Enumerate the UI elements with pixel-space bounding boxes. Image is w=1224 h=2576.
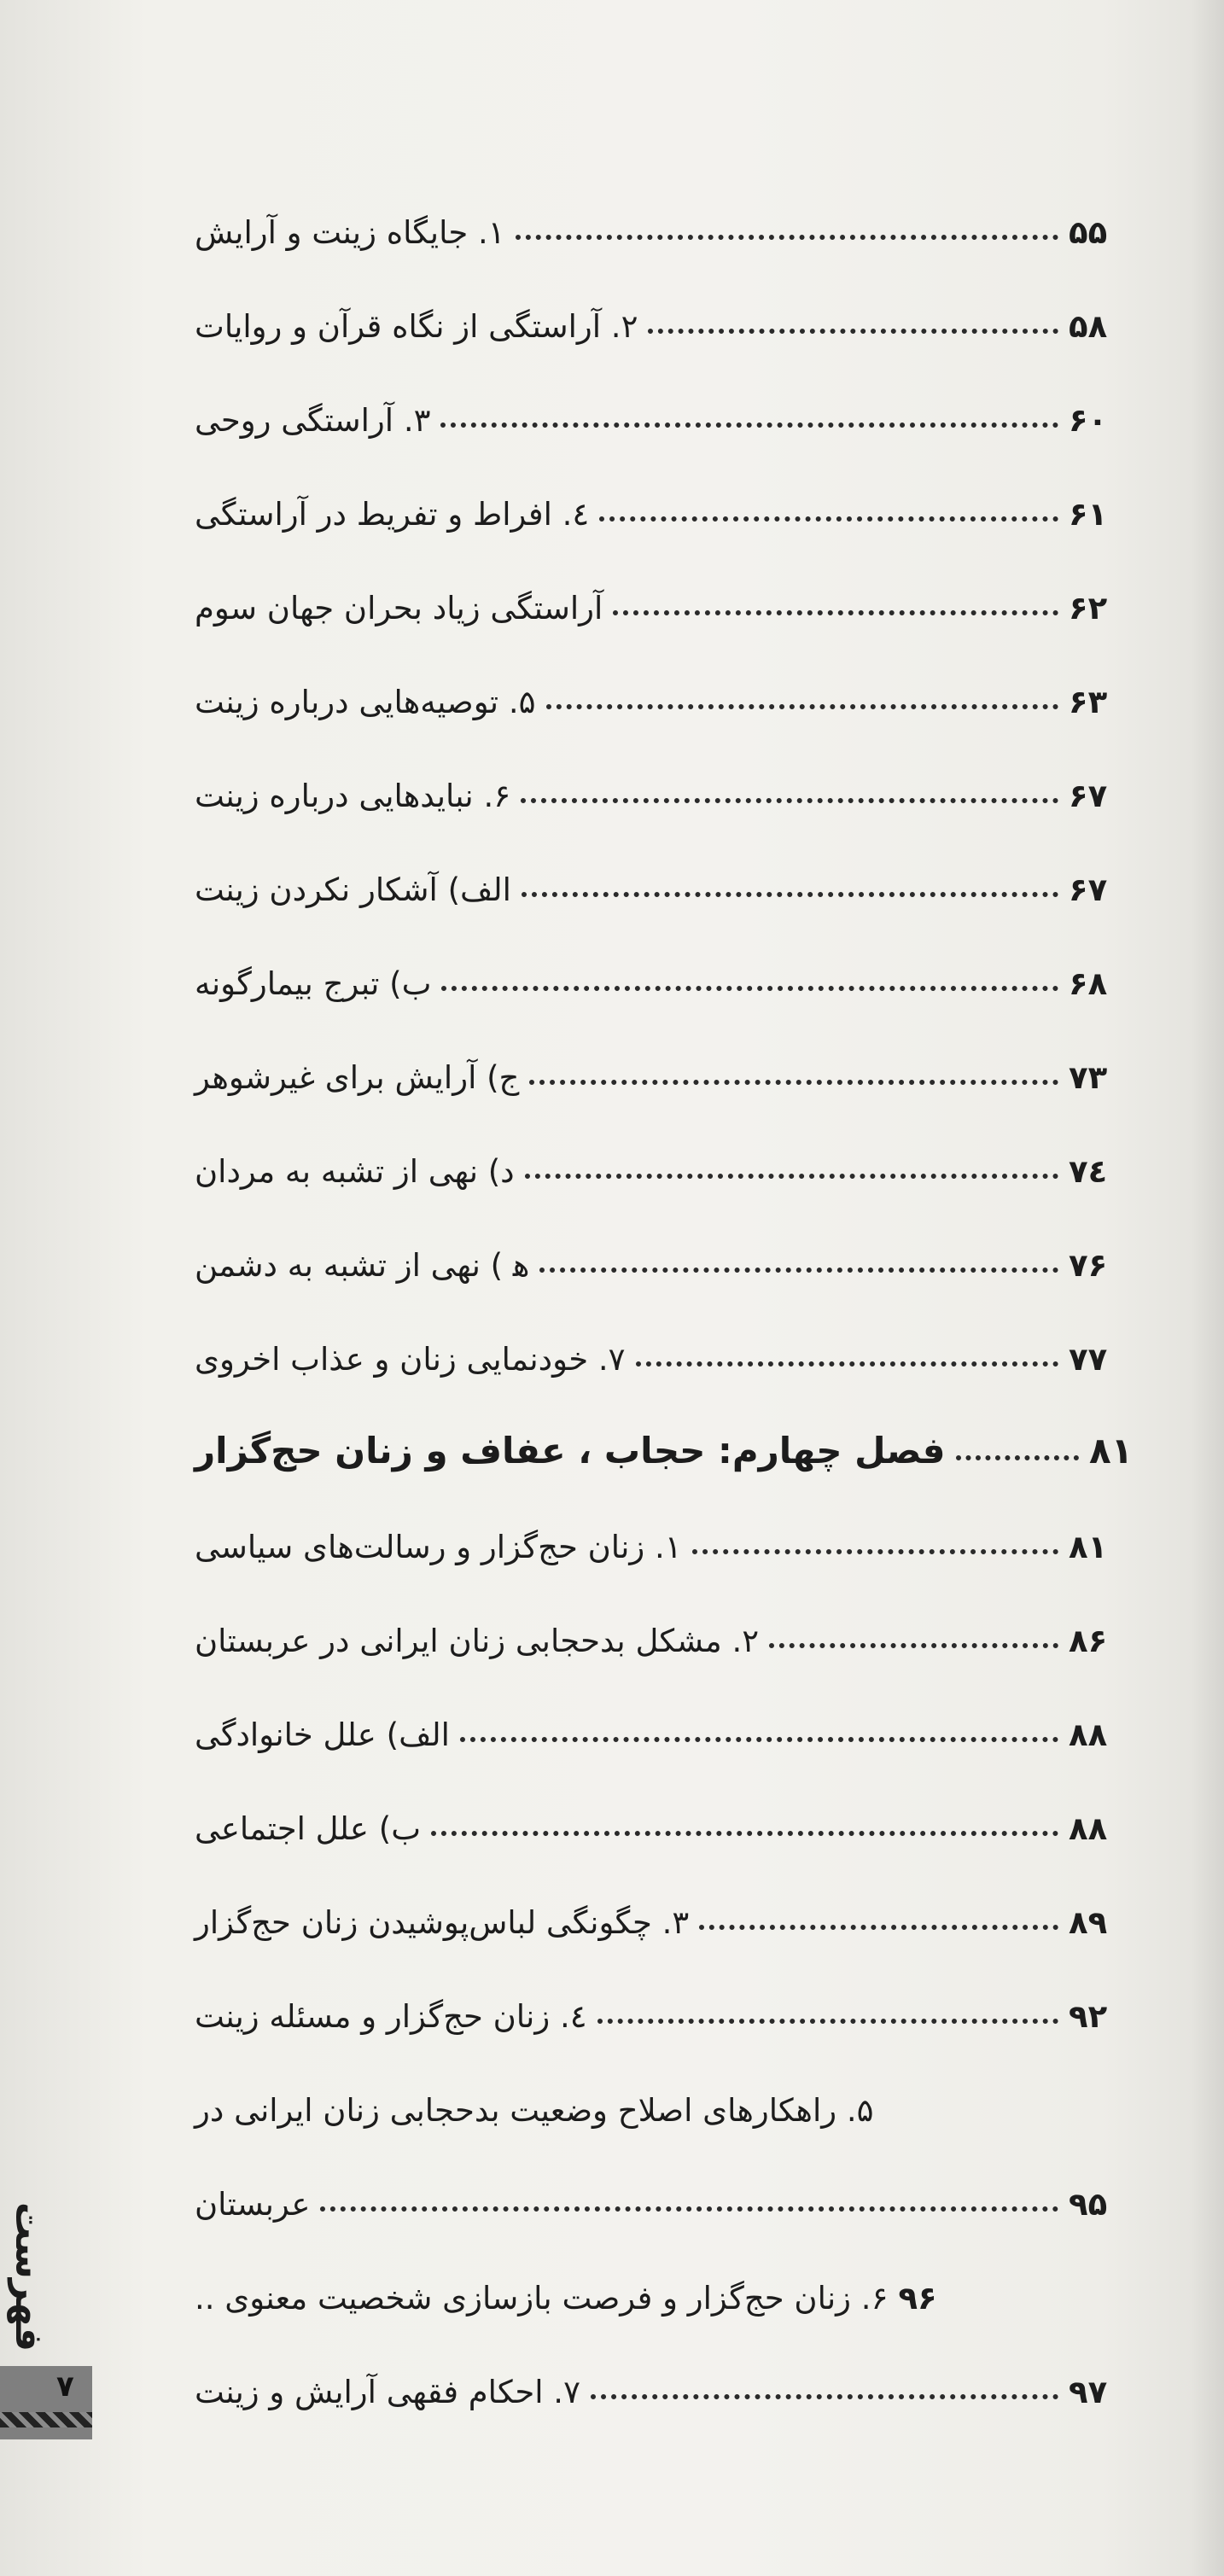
toc-entry-title: ۲. مشکل بدحجابی زنان ایرانی در عربستان [195,1623,760,1659]
toc-entry-title: ۳. چگونگی لباس‌پوشیدن زنان حج‌گزار [195,1904,690,1941]
page-number-tab [0,2366,92,2439]
toc-entry [195,1694,1113,1754]
dot-leader [440,423,1058,428]
toc-entry [195,661,1113,721]
toc-entry [195,2352,1113,2411]
toc-entry [195,755,1113,815]
toc-entry-title: ۷. خودنمایی زنان و عذاب اخروی [195,1341,626,1378]
dot-leader [529,1080,1058,1085]
toc-entry [195,1037,1113,1097]
toc-entry [195,2258,1113,2317]
dot-leader [597,2019,1058,2024]
toc-entry-title: ۵. راهکارهای اصلاح وضعیت بدحجابی زنان ایرانی در [195,2092,874,2129]
toc-entry-title: الف) علل خانوادگی [195,1716,450,1753]
dot-leader [539,1268,1058,1273]
toc-entry-title: ب) تبرج بیمارگونه [195,965,432,1002]
toc-entry-page: ۵۸ [1069,308,1108,345]
toc-entry-page: ۷۷ [1069,1341,1108,1378]
toc-entry [195,1882,1113,1942]
toc-entry-title: ۶. نبایدهایی درباره زینت [195,778,511,814]
toc-entry-page: ۹۷ [1069,2374,1108,2410]
toc-entry [195,849,1113,909]
toc-entry-title: ۶. زنان حج‌گزار و فرصت بازسازی شخصیت معنوی .. [195,2280,889,2317]
toc-entry-continuation [195,2164,1113,2223]
toc-entry-page: ۹۵ [1069,2186,1108,2223]
toc-entry [195,1319,1113,1378]
toc-entry [195,1976,1113,2036]
toc-entry-page: ۷۳ [1069,1059,1108,1096]
dot-leader [546,704,1058,709]
chapter-page: ۸۱ [1089,1430,1134,1472]
dot-leader [521,798,1058,803]
toc-entry [195,1225,1113,1285]
toc-entry [195,1507,1113,1566]
toc-entry [195,286,1113,346]
toc-entry [195,1788,1113,1848]
toc-entry-title: د) نهی از تشبه به مردان [195,1153,515,1190]
dot-leader [956,1455,1079,1460]
toc-entry-page: ۹۶ [898,2280,937,2317]
dot-leader [525,1174,1058,1179]
dot-leader [769,1643,1058,1648]
toc-entry-page: ۹۲ [1069,1998,1108,2035]
dot-leader [648,329,1058,334]
toc-entry-page: ۸۶ [1069,1623,1108,1659]
dot-leader [431,1831,1058,1836]
dot-leader [636,1361,1059,1367]
toc-entry-title: ٤. زنان حج‌گزار و مسئله زینت [195,1998,587,2035]
toc-entry-page: ۶۱ [1069,496,1108,533]
toc-entry [195,380,1113,440]
toc-entry-page: ۷٤ [1069,1153,1108,1190]
dot-leader [699,1925,1058,1930]
toc-entry-page: ۶۳ [1069,684,1108,720]
toc-entry [195,192,1113,252]
toc-entry-page: ۶۸ [1069,965,1108,1002]
toc-entry-page: ۶۷ [1069,778,1108,814]
toc-entry [195,1600,1113,1660]
toc-entry-title: عربستان [195,2186,311,2223]
toc-entry-title: ۱. جایگاه زینت و آرایش [195,214,505,251]
dot-leader [320,2206,1058,2212]
toc-entry-page: ۵۵ [1069,214,1108,251]
dot-leader [441,986,1058,991]
toc-entry-title: آراستگی زیاد بحران جهان سوم [195,590,603,627]
toc-entry-page: ۶۲ [1069,590,1108,627]
toc-entry [195,474,1113,533]
dot-leader [591,2394,1058,2399]
toc-entry-title: ۲. آراستگی از نگاه قرآن و روایات [195,308,638,345]
toc-entry-title: ٤. افراط و تفریط در آراستگی [195,496,590,533]
dot-leader [460,1737,1058,1742]
toc-entry [195,1131,1113,1191]
toc-entry [195,568,1113,627]
chapter-title: فصل چهارم: حجاب ، عفاف و زنان حج‌گزار [195,1430,946,1472]
toc-entry-page: ۸۸ [1069,1716,1108,1753]
toc-entry [195,2070,1113,2130]
tab-stripe-decoration [0,2412,92,2427]
dot-leader [599,516,1058,522]
dot-leader [516,235,1058,240]
toc-entry [195,943,1113,1003]
toc-entry-title: ۵. توصیه‌هایی درباره زینت [195,684,536,720]
toc-entry-title: ۷. احکام فقهی آرایش و زینت [195,2374,580,2410]
toc-entry-title: ۱. زنان حج‌گزار و رسالت‌های سیاسی [195,1529,682,1565]
chapter-heading [195,1413,1134,1472]
dot-leader [522,892,1058,897]
toc-entry-page: ۶۷ [1069,871,1108,908]
dot-leader [692,1549,1058,1554]
running-head: فهرست [7,2202,50,2352]
toc-entry-page: ۸۸ [1069,1810,1108,1847]
toc-entry-title: ج) آرایش برای غیرشوهر [195,1059,520,1096]
dot-leader [613,610,1058,615]
toc-entry-title: الف) آشکار نکردن زینت [195,871,511,908]
toc-entry-page: ۷۶ [1069,1247,1108,1284]
toc-entry-title: ب) علل اجتماعی [195,1810,422,1847]
toc-entry-page: ۶۰ [1069,402,1108,439]
page-number: ۷ [56,2369,74,2404]
toc-entry-title: ۳. آراستگی روحی [195,402,431,439]
toc-entry-page: ۸۱ [1069,1529,1108,1565]
toc-entry-title: ﻫ ) نهی از تشبه به دشمن [195,1247,530,1284]
toc-entry-page: ۸۹ [1069,1904,1108,1941]
